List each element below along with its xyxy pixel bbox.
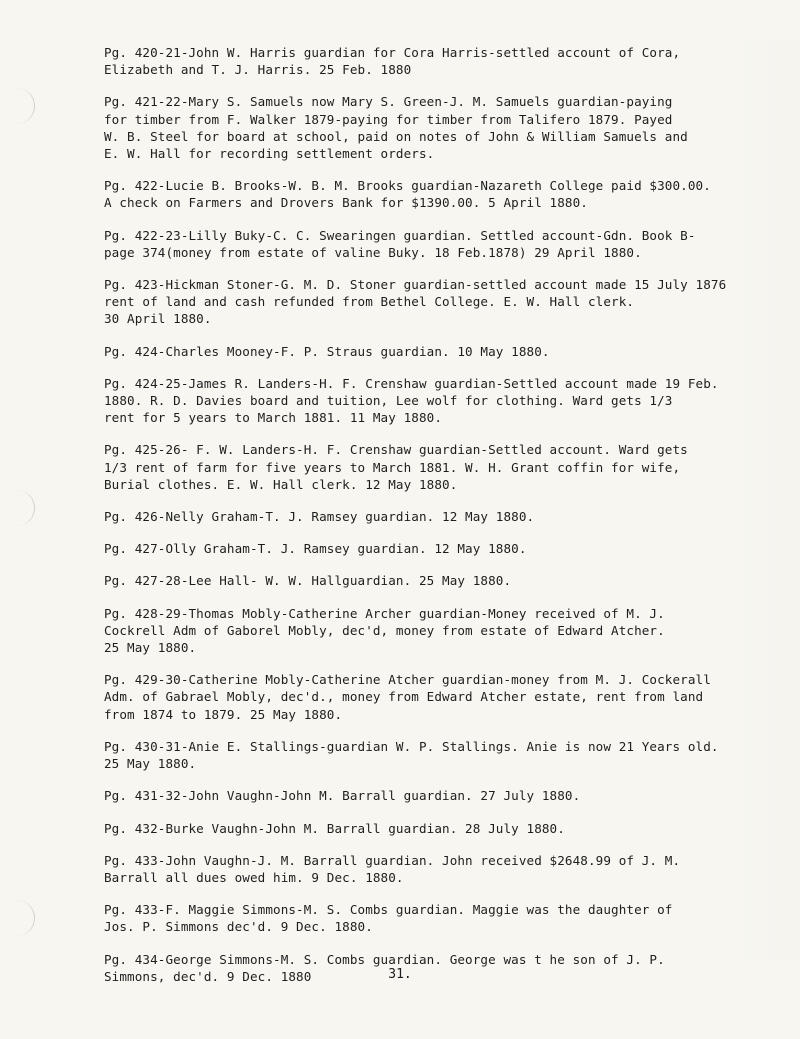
entry-line: Pg. 430-31-Anie E. Stallings-guardian W. P. Stallings. Anie is now 21 Years old.	[104, 738, 719, 754]
entry-line: Pg. 434-George Simmons-M. S. Combs guardian. George was t he son of J. P.	[104, 951, 665, 967]
entry-line: Pg. 425-26- F. W. Landers-H. F. Crenshaw guardian-Settled account. Ward gets	[104, 442, 688, 458]
entry-line: Adm. of Gabrael Mobly, dec'd., money from Edward Atcher estate, rent from land	[104, 689, 704, 705]
register-entry	[104, 508, 754, 525]
binder-hole-top	[10, 88, 35, 124]
entry-line: for timber from F. Walker 1879-paying for timber from Talifero 1879. Payed	[104, 111, 673, 127]
entry-line: Pg. 426-Nelly Graham-T. J. Ramsey guardian. 12 May 1880.	[104, 509, 535, 525]
page-number: 31.	[388, 967, 412, 982]
entry-line: Cockrell Adm of Gaborel Mobly, dec'd, money from estate of Edward Atcher.	[104, 622, 665, 638]
entry-line: W. B. Steel for board at school, paid on notes of John & William Samuels and	[104, 128, 688, 144]
register-entry	[104, 227, 754, 261]
entry-line: Pg. 427-Olly Graham-T. J. Ramsey guardian. 12 May 1880.	[104, 541, 527, 557]
entry-line: Pg. 422-Lucie B. Brooks-W. B. M. Brooks guardian-Nazareth College paid $300.00.	[104, 178, 711, 194]
entry-line: Burial clothes. E. W. Hall clerk. 12 May 1880.	[104, 476, 458, 492]
register-entry	[104, 44, 754, 78]
entry-line: A check on Farmers and Drovers Bank for $1390.00. 5 April 1880.	[104, 195, 588, 211]
entry-line: Barrall all dues owed him. 9 Dec. 1880.	[104, 869, 404, 885]
register-entry	[104, 375, 754, 427]
register-entry	[104, 787, 754, 804]
entry-line: Pg. 432-Burke Vaughn-John M. Barrall guardian. 28 July 1880.	[104, 820, 565, 836]
register-entry	[104, 901, 754, 935]
entry-line: Pg. 421-22-Mary S. Samuels now Mary S. Green-J. M. Samuels guardian-paying	[104, 94, 673, 110]
entry-line: Pg. 428-29-Thomas Mobly-Catherine Archer guardian-Money received of M. J.	[104, 605, 665, 621]
binder-hole-middle	[10, 490, 35, 526]
entry-line: Pg. 427-28-Lee Hall- W. W. Hallguardian. 25 May 1880.	[104, 573, 512, 589]
entry-line: Pg. 424-Charles Mooney-F. P. Straus guardian. 10 May 1880.	[104, 343, 550, 359]
entry-line: E. W. Hall for recording settlement orders.	[104, 146, 435, 162]
entry-line: Simmons, dec'd. 9 Dec. 1880	[104, 968, 312, 984]
register-entry	[104, 441, 754, 493]
entry-line: Jos. P. Simmons dec'd. 9 Dec. 1880.	[104, 919, 373, 935]
document-body	[104, 44, 754, 1000]
entry-line: from 1874 to 1879. 25 May 1880.	[104, 706, 343, 722]
entry-line: Pg. 423-Hickman Stoner-G. M. D. Stoner guardian-settled account made 15 July 1876	[104, 277, 727, 293]
register-entry	[104, 852, 754, 886]
entry-line: 25 May 1880.	[104, 756, 197, 772]
register-entry	[104, 343, 754, 360]
entry-line: rent for 5 years to March 1881. 11 May 1880.	[104, 410, 443, 426]
entry-line: Pg. 420-21-John W. Harris guardian for Cora Harris-settled account of Cora,	[104, 45, 681, 60]
binder-hole-bottom	[10, 900, 35, 936]
register-entry	[104, 738, 754, 772]
entry-line: rent of land and cash refunded from Bethel College. E. W. Hall clerk.	[104, 294, 635, 310]
entry-line: 1/3 rent of farm for five years to March 1881. W. H. Grant coffin for wife,	[104, 459, 681, 475]
entry-line: page 374(money from estate of valine Buky. 18 Feb.1878) 29 April 1880.	[104, 244, 642, 260]
register-entry	[104, 671, 754, 723]
register-entry	[104, 177, 754, 211]
entry-line: Pg. 433-John Vaughn-J. M. Barrall guardian. John received $2648.99 of J. M.	[104, 852, 681, 868]
entry-line: Pg. 431-32-John Vaughn-John M. Barrall guardian. 27 July 1880.	[104, 788, 581, 804]
entry-line: 25 May 1880.	[104, 640, 197, 656]
entry-line: Elizabeth and T. J. Harris. 25 Feb. 1880	[104, 62, 412, 78]
register-entry	[104, 540, 754, 557]
register-entry	[104, 572, 754, 589]
entry-line: 1880. R. D. Davies board and tuition, Lee wolf for clothing. Ward gets 1/3	[104, 393, 673, 409]
entry-line: Pg. 429-30-Catherine Mobly-Catherine Atcher guardian-money from M. J. Cockerall	[104, 672, 711, 688]
entry-line: Pg. 424-25-James R. Landers-H. F. Crenshaw guardian-Settled account made 19 Feb.	[104, 375, 719, 391]
entry-line: Pg. 422-23-Lilly Buky-C. C. Swearingen guardian. Settled account-Gdn. Book B-	[104, 227, 696, 243]
register-entry	[104, 276, 754, 328]
register-entry	[104, 93, 754, 162]
register-entry	[104, 605, 754, 657]
register-entry	[104, 820, 754, 837]
entry-line: 30 April 1880.	[104, 311, 212, 327]
entry-line: Pg. 433-F. Maggie Simmons-M. S. Combs guardian. Maggie was the daughter of	[104, 902, 673, 918]
